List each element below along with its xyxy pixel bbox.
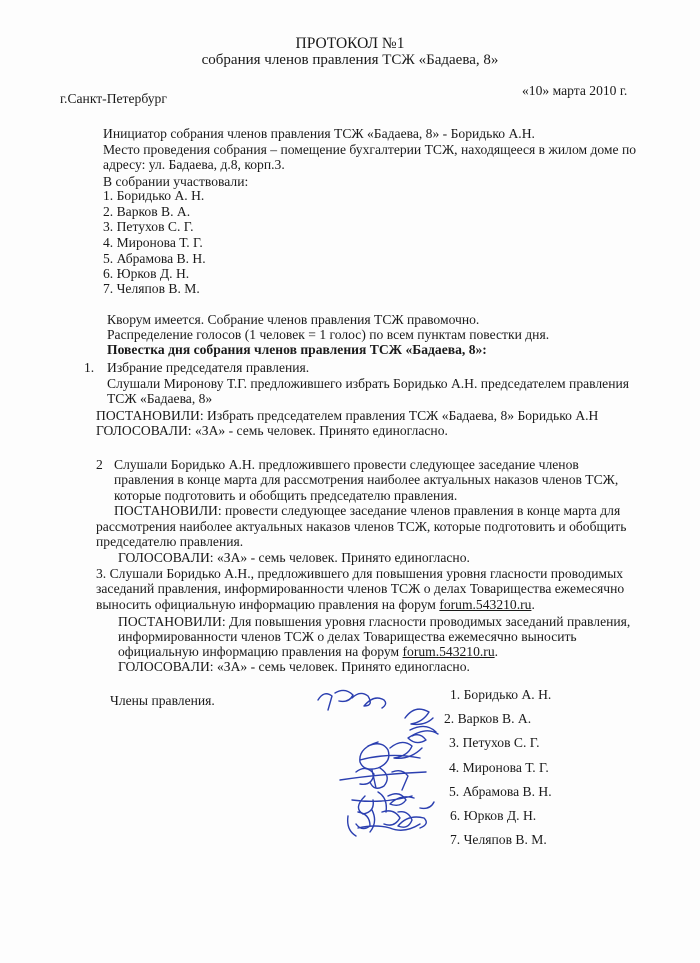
item1-heard-2: ТСЖ «Бадаева, 8» bbox=[107, 391, 213, 406]
item3-heard-2: заседаний правления, информированности членов ТСЖ о делах Товарищества ежемесячно bbox=[96, 581, 625, 596]
signatory-name: 5. Абрамова В. Н. bbox=[449, 784, 552, 799]
item3-heard-1: 3. Слушали Боридько А.Н., предложившего для повышения уровня гласности проводимых bbox=[96, 566, 624, 581]
signature-1 bbox=[318, 690, 386, 710]
participant-item: 6. Юрков Д. Н. bbox=[103, 266, 190, 281]
participant-item: 5. Абрамова В. Н. bbox=[103, 251, 206, 266]
signatory-name: 4. Миронова Т. Г. bbox=[449, 760, 549, 775]
signatory-name: 6. Юрков Д. Н. bbox=[450, 808, 537, 823]
participant-item: 3. Петухов С. Г. bbox=[103, 219, 194, 234]
place-line-1: Место проведения собрания – помещение бухгалтерии ТСЖ, находящееся в жилом доме по bbox=[103, 142, 637, 157]
participant-item: 2. Варков В. А. bbox=[103, 204, 191, 219]
participant-item: 7. Челяпов В. М. bbox=[103, 281, 200, 296]
signatory-name: 2. Варков В. А. bbox=[444, 711, 532, 726]
item1-resolved: ПОСТАНОВИЛИ: Избрать председателем правления ТСЖ «Бадаева, 8» Боридько А.Н bbox=[96, 408, 599, 423]
item2-resolved-3: председателю правления. bbox=[96, 534, 244, 549]
forum-link[interactable]: forum.543210.ru bbox=[439, 597, 532, 612]
signatory-name: 7. Челяпов В. М. bbox=[450, 832, 547, 847]
item2-heard-1: Слушали Боридько А.Н. предложившего провести следующее заседание членов bbox=[114, 457, 579, 472]
place-line-2: адресу: ул. Бадаева, д.8, корп.3. bbox=[103, 157, 285, 172]
item1-voted: ГОЛОСОВАЛИ: «ЗА» - семь человек. Принято единогласно. bbox=[96, 423, 448, 438]
item3-heard-3: выносить официальную информацию правления на форум forum.543210.ru. bbox=[96, 597, 535, 612]
signature-5 bbox=[352, 792, 414, 814]
signature-4 bbox=[340, 768, 426, 790]
forum-link[interactable]: forum.543210.ru bbox=[402, 644, 495, 659]
members-label: Члены правления. bbox=[110, 693, 215, 708]
item2-number: 2 bbox=[96, 457, 103, 472]
item2-resolved-2: рассмотрения наиболее актуальных наказов членов ТСЖ, которые подготовить и обобщить bbox=[96, 519, 627, 534]
quorum-line: Кворум имеется. Собрание членов правления ТСЖ правомочно. bbox=[107, 312, 480, 327]
item1-number: 1. bbox=[84, 360, 95, 375]
participant-item: 4. Миронова Т. Г. bbox=[103, 235, 203, 250]
item2-heard-3: которые подготовить и обобщить председателю правления. bbox=[114, 488, 458, 503]
initiator-line: Инициатор собрания членов правления ТСЖ «Бадаева, 8» - Боридько А.Н. bbox=[103, 126, 535, 141]
signature-3 bbox=[360, 742, 422, 769]
protocol-subtitle: собрания членов правления ТСЖ «Бадаева, 8» bbox=[201, 52, 499, 68]
item2-resolved-1: ПОСТАНОВИЛИ: провести следующее заседание членов правления в конце марта для bbox=[114, 503, 621, 518]
item2-voted: ГОЛОСОВАЛИ: «ЗА» - семь человек. Принято единогласно. bbox=[118, 550, 470, 565]
signature-2 bbox=[405, 709, 438, 742]
agenda-title: Повестка дня собрания членов правления ТСЖ «Бадаева, 8»: bbox=[107, 342, 487, 357]
item3-resolved-1: ПОСТАНОВИЛИ: Для повышения уровня гласности проводимых заседаний правления, bbox=[118, 614, 631, 629]
item1-heard-1: Слушали Миронову Т.Г. предложившего избрать Боридько А.Н. председателем правления bbox=[107, 376, 630, 391]
signature-6 bbox=[348, 810, 427, 836]
item1-heading: Избрание председателя правления. bbox=[107, 360, 310, 375]
participants-label: В собрании участвовали: bbox=[103, 174, 249, 189]
participant-item: 1. Боридько А. Н. bbox=[103, 188, 205, 203]
item2-heard-2: правления в конце марта для рассмотрения наиболее актуальных наказов членов ТСЖ, bbox=[114, 472, 619, 487]
item3-voted: ГОЛОСОВАЛИ: «ЗА» - семь человек. Принято единогласно. bbox=[118, 659, 470, 674]
item3-resolved-2: информированности членов ТСЖ о делах Товарищества ежемесячно выносить bbox=[118, 629, 577, 644]
item3-resolved-3: официальную информацию правления на форум forum.543210.ru. bbox=[118, 644, 499, 659]
signatory-name: 1. Боридько А. Н. bbox=[450, 687, 552, 702]
city: г.Санкт-Петербург bbox=[60, 91, 167, 106]
signatory-name: 3. Петухов С. Г. bbox=[449, 735, 540, 750]
meeting-date: «10» марта 2010 г. bbox=[522, 83, 628, 98]
protocol-title: ПРОТОКОЛ №1 bbox=[295, 35, 405, 52]
votes-rule-line: Распределение голосов (1 человек = 1 голос) по всем пунктам повестки дня. bbox=[107, 327, 550, 342]
